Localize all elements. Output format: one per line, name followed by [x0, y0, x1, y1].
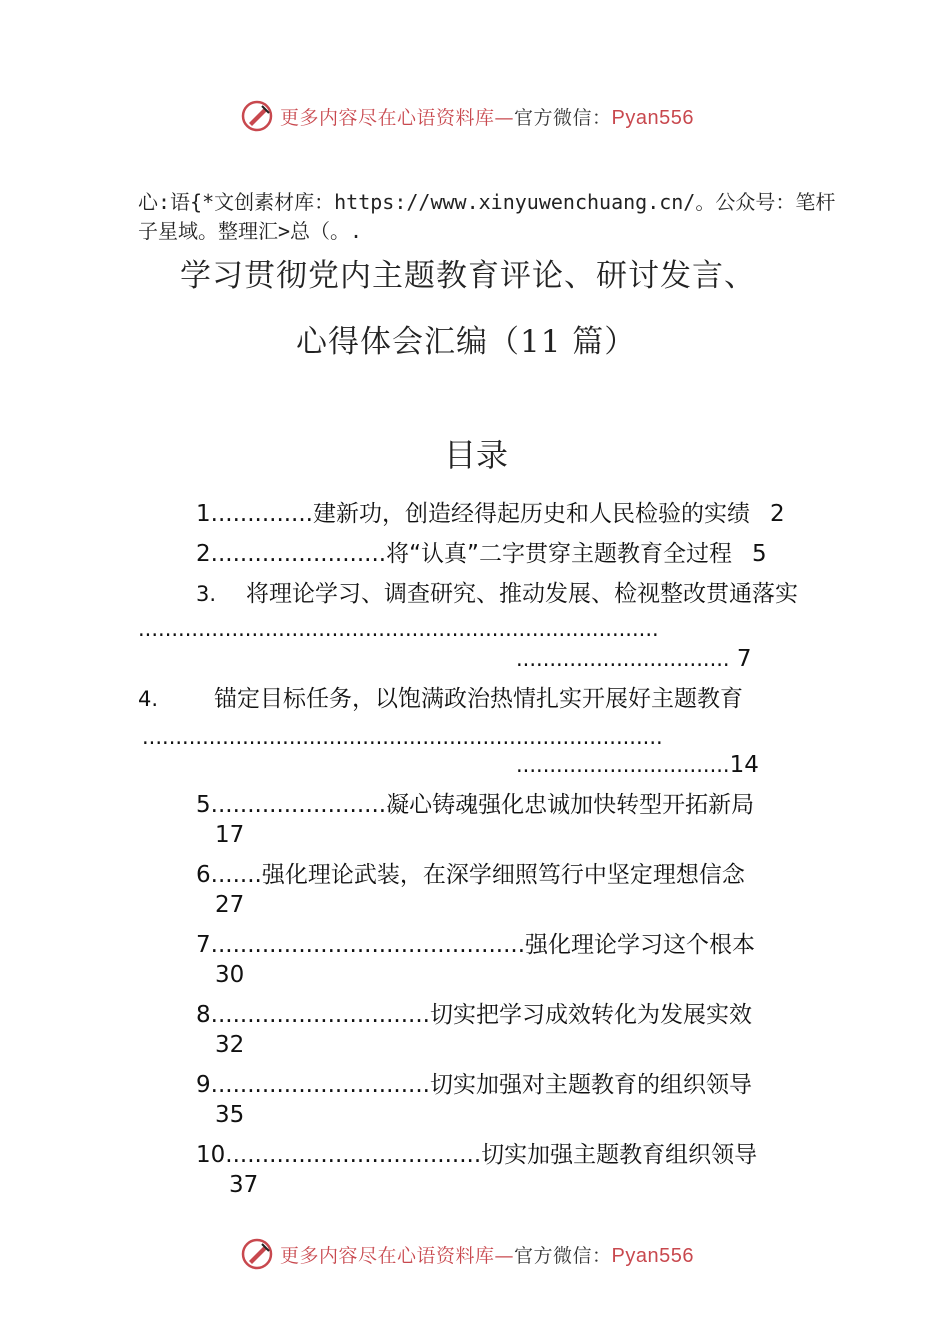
toc-entry-page: 17	[215, 822, 245, 848]
toc-entry-page: 30	[215, 962, 245, 988]
toc-entry-page: ................................ 7	[516, 646, 752, 672]
toc-entry[interactable]: 3. 将理论学习、调查研究、推动发展、检视整改贯通落实	[196, 581, 799, 607]
toc-entry[interactable]: 7...........................................强化理论学习这个根本	[196, 932, 756, 958]
toc-entry[interactable]: 5........................凝心铸魂强化忠诚加快转型开拓新局	[196, 792, 755, 818]
toc-entry[interactable]: 9..............................切实加强对主题教育的组织领导	[196, 1072, 752, 1098]
toc-entry-page: 37	[229, 1172, 259, 1198]
toc-leader: ..............................................................................	[142, 725, 663, 749]
toc-entry[interactable]: 8..............................切实把学习成效转化为发展实效	[196, 1002, 752, 1028]
toc-entry[interactable]: 6.......强化理论武装，在深学细照笃行中坚定理想信念	[196, 862, 745, 888]
toc-entry-page: 27	[215, 892, 245, 918]
document-title-line1: 学习贯彻党内主题教育评论、研讨发言、	[180, 258, 756, 294]
toc-entry-page: 35	[215, 1102, 245, 1128]
toc-entry[interactable]: 10...................................切实加强主题教育组织领导	[196, 1142, 758, 1168]
document-title-line2: 心得体会汇编（11 篇）	[296, 324, 637, 360]
banner-text: 更多内容尽在心语资料库—官方微信：Pyan556	[280, 1244, 694, 1267]
toc-entry[interactable]: 1..............建新功，创造经得起历史和人民检验的实绩 2	[196, 501, 785, 527]
toc-entry-page: 32	[215, 1032, 245, 1058]
toc-leader: ..............................................................................	[138, 617, 659, 641]
banner-text: 更多内容尽在心语资料库—官方微信：Pyan556	[280, 106, 694, 129]
pen-seal-logo-icon	[240, 1237, 274, 1271]
toc-entry-page: ................................14	[516, 752, 759, 778]
toc-entry[interactable]: 2........................将“认真”二字贯穿主题教育全过程 5	[196, 541, 767, 567]
source-note: 心:语{*文创素材库：https://www.xinyuwenchuang.cn/。公众号：笔杆子星域。整理汇>总（。.	[138, 190, 836, 243]
toc-entry[interactable]: 4. 锚定目标任务，以饱满政治热情扎实开展好主题教育	[138, 686, 744, 712]
footer-banner	[240, 1234, 694, 1274]
toc-heading: 目录	[444, 436, 509, 474]
